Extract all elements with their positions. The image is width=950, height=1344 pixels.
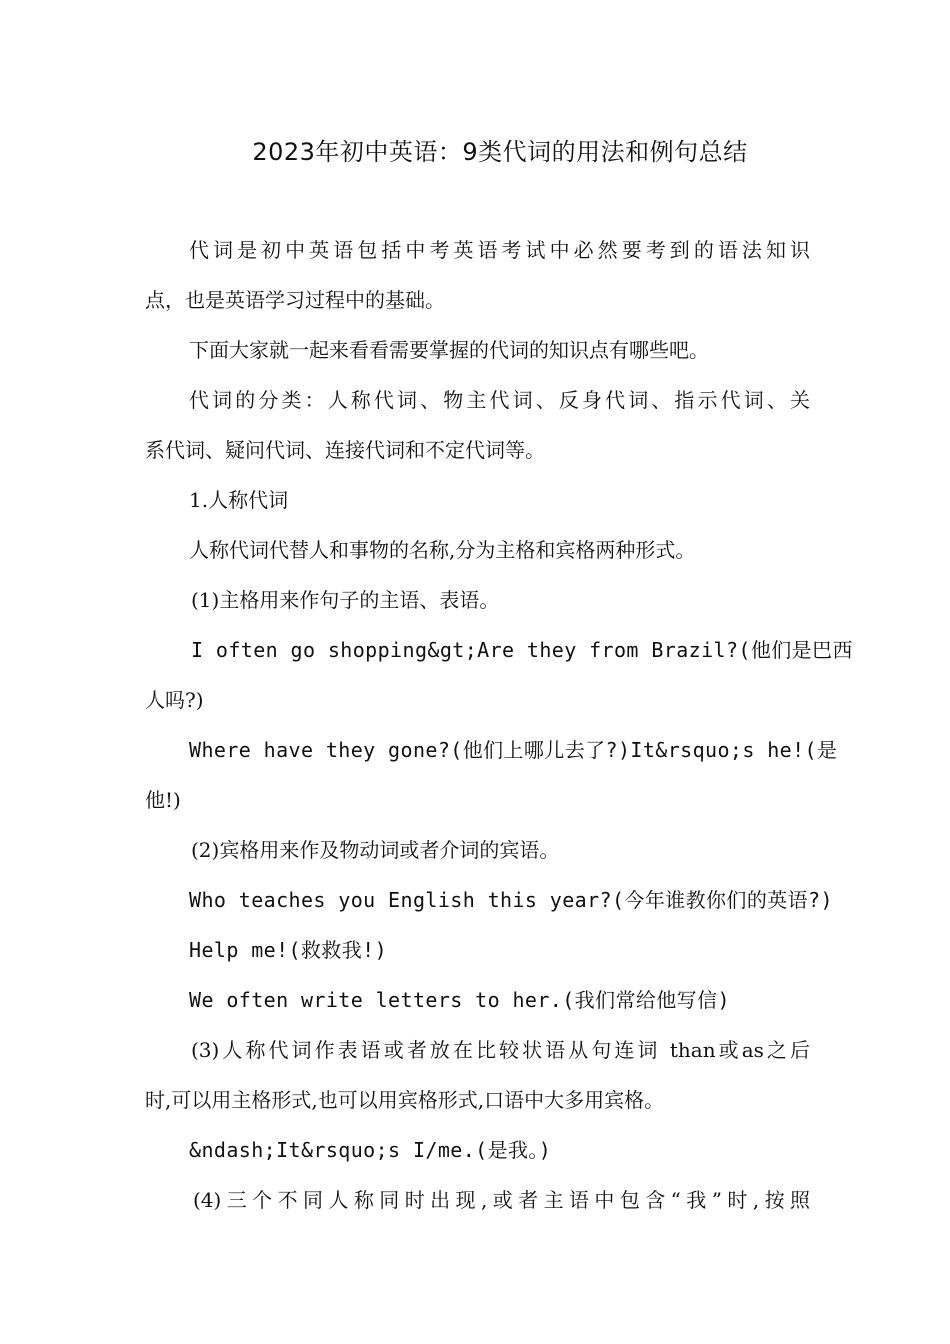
example-line: 他!) — [145, 788, 181, 812]
example-line: Help me!(救救我!) — [189, 938, 388, 962]
example-line: I often go shopping&gt;Are they from Brazil?(他们是巴西 — [191, 638, 853, 662]
subsection-heading: (2)宾格用来作及物动词或者介词的宾语。 — [191, 838, 560, 862]
example-line: 人吗?) — [145, 688, 204, 712]
example-line: Where have they gone?(他们上哪儿去了?)It&rsquo;s he!(是 — [189, 738, 838, 762]
paragraph-line: 点，也是英语学习过程中的基础。 — [145, 288, 445, 312]
example-line: &ndash;It&rsquo;s I/me.(是我。) — [189, 1138, 552, 1162]
paragraph-line: 代词的分类：人称代词、物主代词、反身代词、指示代词、关 — [189, 388, 810, 412]
document-title: 2023年初中英语：9类代词的用法和例句总结 — [252, 138, 748, 166]
paragraph-line: 代词是初中英语包括中考英语考试中必然要考到的语法知识 — [189, 238, 810, 262]
paragraph-line: 下面大家就一起来看看需要掌握的代词的知识点有哪些吧。 — [189, 338, 709, 362]
example-line: We often write letters to her.(我们常给他写信) — [189, 988, 730, 1012]
paragraph-line: 人称代词代替人和事物的名称,分为主格和宾格两种形式。 — [189, 538, 696, 562]
subsection-heading: (3)人称代词作表语或者放在比较状语从句连词 than或as之后 — [191, 1038, 810, 1062]
subsection-heading: (4)三个不同人称同时出现,或者主语中包含“我”时,按照 — [193, 1188, 810, 1212]
section-heading: 1.人称代词 — [189, 488, 289, 512]
subsection-heading: (1)主格用来作句子的主语、表语。 — [191, 588, 500, 612]
example-line: Who teaches you English this year?(今年谁教你们的英语?) — [189, 888, 833, 912]
paragraph-line: 系代词、疑问代词、连接代词和不定代词等。 — [145, 438, 545, 462]
paragraph-line: 时,可以用主格形式,也可以用宾格形式,口语中大多用宾格。 — [145, 1088, 665, 1112]
